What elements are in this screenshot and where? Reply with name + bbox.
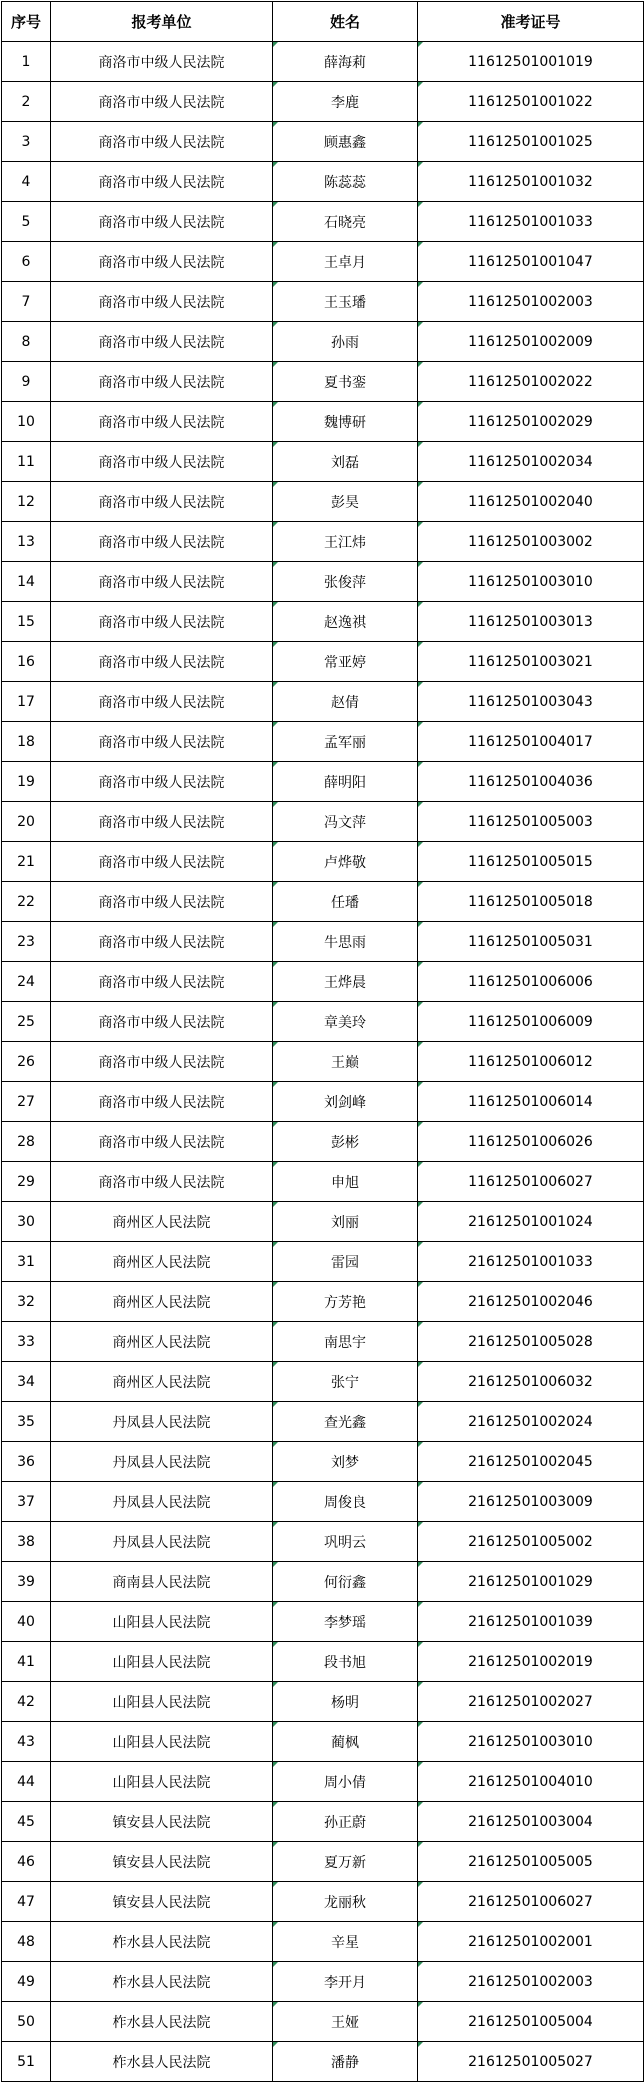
row-exam-id: 11612501002022 [418,362,644,402]
row-unit: 商洛市中级人民法院 [51,682,273,722]
table-row [2,442,644,482]
row-name: 孟军丽 [273,722,418,762]
row-unit: 丹凤县人民法院 [51,1522,273,1562]
table-row [2,842,644,882]
table-row [2,922,644,962]
row-name: 任璠 [273,882,418,922]
row-exam-id: 11612501002029 [418,402,644,442]
table-row [2,1642,644,1682]
row-unit: 商洛市中级人民法院 [51,762,273,802]
row-exam-id: 11612501002009 [418,322,644,362]
row-unit: 镇安县人民法院 [51,1882,273,1922]
row-index: 27 [2,1082,51,1122]
row-index: 29 [2,1162,51,1202]
row-exam-id: 21612501001029 [418,1562,644,1602]
table-row [2,1962,644,2002]
row-exam-id: 21612501006032 [418,1362,644,1402]
table-row [2,362,644,402]
row-unit: 商洛市中级人民法院 [51,162,273,202]
row-exam-id: 11612501001019 [418,42,644,82]
table-row [2,882,644,922]
row-exam-id: 21612501001039 [418,1602,644,1642]
table-row [2,242,644,282]
row-unit: 柞水县人民法院 [51,2002,273,2042]
table-row [2,1802,644,1842]
row-exam-id: 11612501005015 [418,842,644,882]
row-exam-id: 11612501001025 [418,122,644,162]
row-exam-id: 21612501005002 [418,1522,644,1562]
row-unit: 商洛市中级人民法院 [51,522,273,562]
table-row [2,202,644,242]
row-unit: 山阳县人民法院 [51,1602,273,1642]
row-name: 周俊良 [273,1482,418,1522]
row-name: 冯文萍 [273,802,418,842]
row-unit: 山阳县人民法院 [51,1762,273,1802]
table-row [2,1082,644,1122]
header-row [2,2,644,42]
row-name: 潘静 [273,2042,418,2082]
row-unit: 山阳县人民法院 [51,1642,273,1682]
table-row [2,482,644,522]
row-index: 33 [2,1322,51,1362]
row-index: 46 [2,1842,51,1882]
row-exam-id: 21612501002045 [418,1442,644,1482]
row-unit: 商洛市中级人民法院 [51,402,273,442]
row-index: 32 [2,1282,51,1322]
table-row [2,1402,644,1442]
row-index: 10 [2,402,51,442]
table-row [2,2042,644,2082]
row-unit: 商洛市中级人民法院 [51,802,273,842]
row-name: 赵倩 [273,682,418,722]
row-unit: 商洛市中级人民法院 [51,282,273,322]
row-index: 42 [2,1682,51,1722]
row-index: 26 [2,1042,51,1082]
row-index: 40 [2,1602,51,1642]
row-exam-id: 11612501005031 [418,922,644,962]
row-index: 6 [2,242,51,282]
row-exam-id: 21612501002027 [418,1682,644,1722]
table-row [2,1882,644,1922]
row-exam-id: 11612501006006 [418,962,644,1002]
row-unit: 商州区人民法院 [51,1362,273,1402]
row-name: 李开月 [273,1962,418,2002]
row-name: 卢烨敬 [273,842,418,882]
row-exam-id: 11612501002040 [418,482,644,522]
table-row [2,1242,644,1282]
table-row [2,1562,644,1602]
row-exam-id: 11612501001033 [418,202,644,242]
row-name: 巩明云 [273,1522,418,1562]
row-unit: 商洛市中级人民法院 [51,962,273,1002]
row-index: 4 [2,162,51,202]
row-unit: 镇安县人民法院 [51,1802,273,1842]
table-row [2,1282,644,1322]
row-index: 23 [2,922,51,962]
row-name: 龙丽秋 [273,1882,418,1922]
table-row [2,1722,644,1762]
row-unit: 商洛市中级人民法院 [51,1122,273,1162]
row-index: 1 [2,42,51,82]
row-unit: 商洛市中级人民法院 [51,202,273,242]
row-index: 41 [2,1642,51,1682]
row-exam-id: 11612501006027 [418,1162,644,1202]
row-name: 章美玲 [273,1002,418,1042]
row-name: 刘梦 [273,1442,418,1482]
row-name: 夏书銮 [273,362,418,402]
row-name: 石晓亮 [273,202,418,242]
row-index: 28 [2,1122,51,1162]
row-exam-id: 21612501002046 [418,1282,644,1322]
row-unit: 商洛市中级人民法院 [51,842,273,882]
row-unit: 商州区人民法院 [51,1282,273,1322]
row-index: 2 [2,82,51,122]
row-unit: 商洛市中级人民法院 [51,82,273,122]
row-unit: 商洛市中级人民法院 [51,602,273,642]
row-name: 李鹿 [273,82,418,122]
row-index: 45 [2,1802,51,1842]
row-unit: 商州区人民法院 [51,1242,273,1282]
row-name: 方芳艳 [273,1282,418,1322]
table-row [2,1842,644,1882]
row-unit: 商洛市中级人民法院 [51,882,273,922]
row-name: 雷园 [273,1242,418,1282]
row-exam-id: 11612501006026 [418,1122,644,1162]
row-index: 15 [2,602,51,642]
row-name: 杨明 [273,1682,418,1722]
row-index: 37 [2,1482,51,1522]
table-row [2,1322,644,1362]
row-exam-id: 11612501001032 [418,162,644,202]
row-unit: 丹凤县人民法院 [51,1402,273,1442]
row-index: 39 [2,1562,51,1602]
row-index: 50 [2,2002,51,2042]
table-row [2,82,644,122]
row-exam-id: 11612501001022 [418,82,644,122]
row-name: 张宁 [273,1362,418,1402]
row-name: 常亚婷 [273,642,418,682]
header-unit: 报考单位 [51,2,273,42]
table-row [2,1362,644,1402]
table-row [2,1602,644,1642]
table-row [2,1442,644,1482]
table-row [2,1002,644,1042]
row-index: 5 [2,202,51,242]
row-index: 14 [2,562,51,602]
row-unit: 柞水县人民法院 [51,2042,273,2082]
row-name: 王烨晨 [273,962,418,1002]
row-index: 34 [2,1362,51,1402]
row-exam-id: 11612501003043 [418,682,644,722]
row-name: 辛星 [273,1922,418,1962]
row-name: 彭昊 [273,482,418,522]
row-exam-id: 21612501002001 [418,1922,644,1962]
table-row [2,1202,644,1242]
row-unit: 商洛市中级人民法院 [51,322,273,362]
row-name: 孙正蔚 [273,1802,418,1842]
row-name: 彭彬 [273,1122,418,1162]
row-index: 8 [2,322,51,362]
row-exam-id: 11612501005003 [418,802,644,842]
row-name: 李梦瑶 [273,1602,418,1642]
row-exam-id: 21612501005004 [418,2002,644,2042]
row-name: 赵逸祺 [273,602,418,642]
table-row [2,122,644,162]
row-index: 21 [2,842,51,882]
table-row [2,682,644,722]
row-unit: 商洛市中级人民法院 [51,482,273,522]
row-index: 17 [2,682,51,722]
row-exam-id: 21612501003004 [418,1802,644,1842]
row-exam-id: 21612501005005 [418,1842,644,1882]
row-exam-id: 11612501003021 [418,642,644,682]
row-unit: 商洛市中级人民法院 [51,722,273,762]
header-exam-id: 准考证号 [418,2,644,42]
row-unit: 镇安县人民法院 [51,1842,273,1882]
table-row [2,1762,644,1802]
row-name: 蔺枫 [273,1722,418,1762]
row-index: 22 [2,882,51,922]
table-row [2,1682,644,1722]
row-unit: 商洛市中级人民法院 [51,562,273,602]
row-unit: 丹凤县人民法院 [51,1482,273,1522]
row-name: 申旭 [273,1162,418,1202]
row-unit: 商南县人民法院 [51,1562,273,1602]
row-exam-id: 21612501001024 [418,1202,644,1242]
row-exam-id: 21612501002003 [418,1962,644,2002]
table-row [2,1922,644,1962]
table-row [2,802,644,842]
row-index: 13 [2,522,51,562]
row-index: 12 [2,482,51,522]
row-unit: 柞水县人民法院 [51,1922,273,1962]
table-row [2,562,644,602]
row-unit: 丹凤县人民法院 [51,1442,273,1482]
row-index: 38 [2,1522,51,1562]
row-exam-id: 21612501004010 [418,1762,644,1802]
row-unit: 柞水县人民法院 [51,1962,273,2002]
row-exam-id: 21612501002024 [418,1402,644,1442]
table-row [2,1122,644,1162]
table-row [2,962,644,1002]
row-exam-id: 21612501003010 [418,1722,644,1762]
row-name: 魏博研 [273,402,418,442]
row-unit: 商洛市中级人民法院 [51,362,273,402]
row-name: 陈蕊蕊 [273,162,418,202]
row-index: 49 [2,1962,51,2002]
row-index: 48 [2,1922,51,1962]
row-name: 牛思雨 [273,922,418,962]
row-index: 36 [2,1442,51,1482]
row-unit: 商洛市中级人民法院 [51,42,273,82]
row-index: 31 [2,1242,51,1282]
row-unit: 商洛市中级人民法院 [51,122,273,162]
row-unit: 商州区人民法院 [51,1322,273,1362]
row-index: 9 [2,362,51,402]
row-name: 王娅 [273,2002,418,2042]
row-name: 周小倩 [273,1762,418,1802]
row-index: 18 [2,722,51,762]
row-exam-id: 11612501002034 [418,442,644,482]
row-name: 王卓月 [273,242,418,282]
row-name: 查光鑫 [273,1402,418,1442]
row-exam-id: 21612501001033 [418,1242,644,1282]
row-exam-id: 11612501001047 [418,242,644,282]
row-name: 顾惠鑫 [273,122,418,162]
table-row [2,402,644,442]
table-row [2,642,644,682]
row-unit: 商洛市中级人民法院 [51,1002,273,1042]
row-exam-id: 21612501005028 [418,1322,644,1362]
row-unit: 商洛市中级人民法院 [51,242,273,282]
table-row [2,282,644,322]
row-exam-id: 11612501004036 [418,762,644,802]
table-row [2,522,644,562]
row-name: 刘磊 [273,442,418,482]
row-index: 24 [2,962,51,1002]
table-row [2,1522,644,1562]
row-unit: 商洛市中级人民法院 [51,922,273,962]
row-name: 段书旭 [273,1642,418,1682]
table-row [2,602,644,642]
row-exam-id: 21612501006027 [418,1882,644,1922]
row-name: 王玉璠 [273,282,418,322]
row-name: 孙雨 [273,322,418,362]
row-exam-id: 21612501002019 [418,1642,644,1682]
row-index: 20 [2,802,51,842]
row-unit: 山阳县人民法院 [51,1722,273,1762]
row-index: 43 [2,1722,51,1762]
row-index: 7 [2,282,51,322]
table-row [2,162,644,202]
row-exam-id: 11612501006014 [418,1082,644,1122]
row-unit: 商州区人民法院 [51,1202,273,1242]
table-row [2,42,644,82]
row-exam-id: 11612501003010 [418,562,644,602]
row-name: 王巅 [273,1042,418,1082]
row-exam-id: 11612501003002 [418,522,644,562]
row-index: 30 [2,1202,51,1242]
row-exam-id: 11612501002003 [418,282,644,322]
row-exam-id: 11612501006012 [418,1042,644,1082]
row-unit: 山阳县人民法院 [51,1682,273,1722]
row-index: 11 [2,442,51,482]
row-exam-id: 11612501004017 [418,722,644,762]
row-name: 刘剑峰 [273,1082,418,1122]
row-exam-id: 11612501003013 [418,602,644,642]
row-exam-id: 21612501003009 [418,1482,644,1522]
row-index: 25 [2,1002,51,1042]
row-index: 47 [2,1882,51,1922]
table-row [2,322,644,362]
row-index: 3 [2,122,51,162]
header-index: 序号 [2,2,51,42]
row-exam-id: 21612501005027 [418,2042,644,2082]
header-name: 姓名 [273,2,418,42]
row-index: 16 [2,642,51,682]
row-unit: 商洛市中级人民法院 [51,642,273,682]
roster-table [1,1,644,2082]
row-index: 51 [2,2042,51,2082]
row-unit: 商洛市中级人民法院 [51,1082,273,1122]
row-index: 19 [2,762,51,802]
table-row [2,2002,644,2042]
row-name: 南思宇 [273,1322,418,1362]
roster-body [2,42,644,2082]
row-exam-id: 11612501005018 [418,882,644,922]
table-row [2,722,644,762]
table-row [2,1042,644,1082]
row-name: 张俊萍 [273,562,418,602]
row-name: 薛海莉 [273,42,418,82]
row-name: 何衍鑫 [273,1562,418,1602]
row-unit: 商洛市中级人民法院 [51,442,273,482]
row-index: 44 [2,1762,51,1802]
row-name: 王江炜 [273,522,418,562]
row-index: 35 [2,1402,51,1442]
row-unit: 商洛市中级人民法院 [51,1162,273,1202]
table-row [2,1482,644,1522]
row-name: 刘丽 [273,1202,418,1242]
row-exam-id: 11612501006009 [418,1002,644,1042]
row-name: 薛明阳 [273,762,418,802]
table-row [2,1162,644,1202]
row-name: 夏万新 [273,1842,418,1882]
row-unit: 商洛市中级人民法院 [51,1042,273,1082]
table-row [2,762,644,802]
